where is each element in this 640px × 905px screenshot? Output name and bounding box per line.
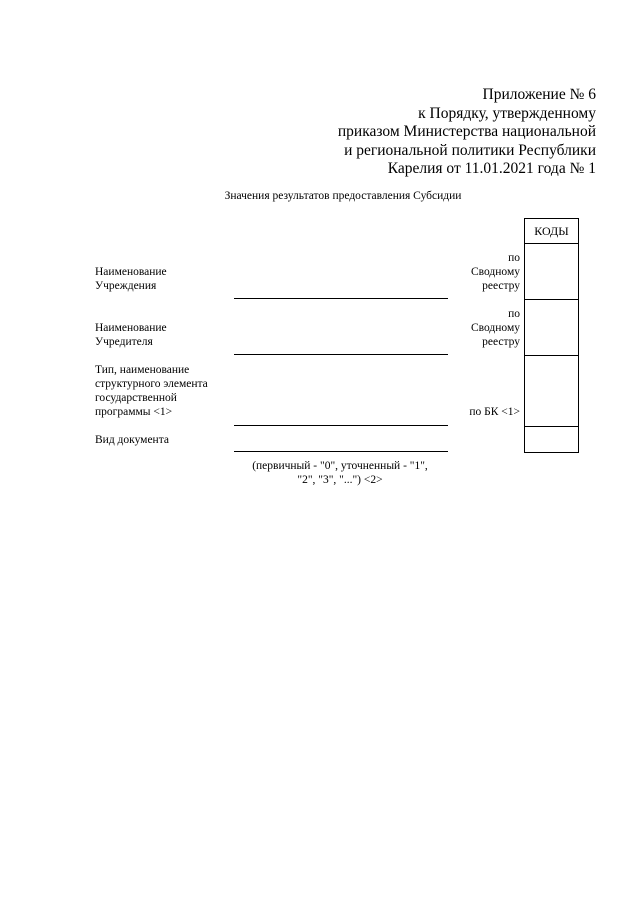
codes-header: КОДЫ bbox=[525, 219, 578, 244]
label-line: структурного элемента bbox=[95, 378, 208, 390]
code-label-line: реестру bbox=[482, 336, 520, 348]
label-line: Учреждения bbox=[95, 280, 157, 292]
label-line: Тип, наименование bbox=[95, 364, 190, 376]
document-type-field[interactable] bbox=[234, 451, 448, 452]
code-label-line: по bbox=[508, 252, 520, 264]
label-line: Наименование bbox=[95, 266, 167, 278]
institution-code-label bbox=[420, 251, 520, 293]
institution-name-field[interactable] bbox=[234, 298, 448, 299]
code-label-line: по bbox=[508, 308, 520, 320]
appendix-line: приказом Министерства национальной bbox=[337, 123, 596, 140]
label-line: Вид документа bbox=[95, 434, 169, 446]
program-code-label bbox=[420, 405, 520, 419]
note-line: "2", "3", "...") <2> bbox=[297, 474, 383, 486]
appendix-line: к Порядку, утвержденному bbox=[418, 104, 596, 122]
appendix-line: Приложение № 6 bbox=[482, 86, 596, 103]
document-type-label bbox=[95, 433, 235, 447]
program-element-field[interactable] bbox=[234, 425, 448, 426]
label-line: Учредителя bbox=[95, 336, 153, 348]
document-type-note bbox=[230, 459, 450, 487]
codes-divider bbox=[525, 299, 578, 300]
institution-name-label bbox=[95, 265, 235, 293]
codes-divider bbox=[525, 355, 578, 356]
founder-name-label bbox=[95, 321, 235, 349]
label-line: Наименование bbox=[95, 322, 167, 334]
code-label-line: реестру bbox=[482, 280, 520, 292]
founder-code-label bbox=[420, 307, 520, 349]
founder-name-field[interactable] bbox=[234, 354, 448, 355]
codes-column bbox=[524, 218, 579, 453]
appendix-line: Карелия от 11.01.2021 года № 1 bbox=[387, 160, 596, 177]
document-title: Значения результатов предоставления Субсидии bbox=[224, 190, 462, 202]
label-line: программы <1> bbox=[95, 406, 173, 418]
code-label-line: по БК <1> bbox=[469, 406, 520, 418]
appendix-line: и региональной политики Республики bbox=[344, 141, 596, 159]
label-line: государственной bbox=[95, 392, 177, 404]
codes-divider bbox=[525, 426, 578, 427]
code-label-line: Сводному bbox=[470, 266, 520, 278]
code-label-line: Сводному bbox=[470, 322, 520, 334]
appendix-header bbox=[276, 86, 596, 179]
note-line: (первичный - "0", уточненный - "1", bbox=[252, 460, 428, 472]
program-element-label bbox=[95, 363, 235, 419]
